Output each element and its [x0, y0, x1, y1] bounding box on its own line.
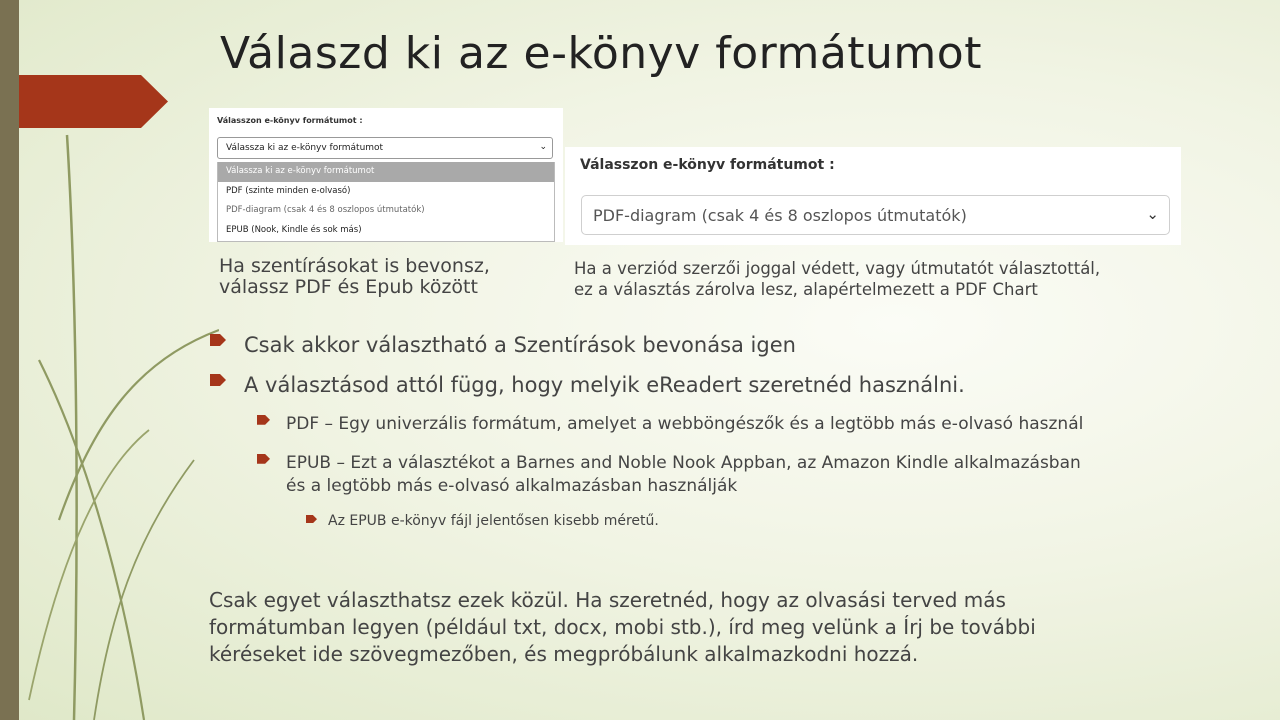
footer-paragraph: Csak egyet választhatsz ezek közül. Ha szeretnéd, hogy az olvasási terved más formátumban legyen (például txt, docx, mobi stb.), írd meg velünk a Írj be további kéréseket ide szövegmezőben, és megpróbálunk alkalmazkodni hozzá.: [209, 588, 1036, 666]
select-value: Válassza ki az e-könyv formátumot: [226, 143, 384, 153]
arrow-bullet-icon: [257, 454, 270, 464]
dropdown-options: [217, 162, 555, 242]
arrow-bullet-icon: [210, 334, 226, 346]
left-accent-bar: [0, 0, 19, 720]
arrow-bullet-icon: [210, 374, 226, 386]
format-select[interactable]: [217, 137, 553, 159]
dropdown-label: Válasszon e-könyv formátumot :: [217, 116, 363, 125]
caption-right: Ha a verziód szerzői joggal védett, vagy útmutatót választottál, ez a választás zárolva lesz, alapértelmezett a PDF Chart: [574, 259, 1101, 299]
dropdown-option[interactable]: EPUB (Nook, Kindle és sok más): [226, 224, 362, 235]
sub-bullet-item: PDF – Egy univerzális formátum, amelyet a webböngészők és a legtöbb más e-olvasó használ: [286, 413, 1083, 436]
format-dropdown-screenshot-small: [209, 108, 563, 242]
arrow-bullet-icon: [306, 515, 317, 523]
sub-bullet-item: EPUB – Ezt a választékot a Barnes and Noble Nook Appban, az Amazon Kindle alkalmazásban és a legtöbb más e-olvasó alkalmazásban használják: [286, 452, 1081, 498]
bullet-item: A választásod attól függ, hogy melyik eReadert szeretnéd használni.: [244, 373, 965, 397]
format-dropdown-screenshot-large: [565, 147, 1181, 245]
dropdown-option[interactable]: PDF-diagram (csak 4 és 8 oszlopos útmutatók): [226, 205, 425, 215]
chevron-down-icon: ⌄: [1146, 205, 1159, 223]
bullet-item: Csak akkor választható a Szentírások bevonása igen: [244, 333, 796, 357]
arrow-bullet-icon: [257, 415, 270, 425]
format-select[interactable]: [581, 195, 1170, 235]
sub-sub-bullet-item: Az EPUB e-könyv fájl jelentősen kisebb méretű.: [328, 513, 659, 529]
select-value: PDF-diagram (csak 4 és 8 oszlopos útmutatók): [593, 206, 967, 225]
dropdown-option[interactable]: Válassza ki az e-könyv formátumot: [218, 162, 554, 182]
chevron-down-icon: ⌄: [539, 142, 547, 152]
decorative-stems: [19, 0, 219, 720]
dropdown-option[interactable]: PDF (szinte minden e-olvasó): [226, 185, 351, 196]
dropdown-label: Válasszon e-könyv formátumot :: [580, 157, 835, 173]
caption-left: Ha szentírásokat is bevonsz, válassz PDF és Epub között: [219, 255, 490, 298]
slide-title: Válaszd ki az e-könyv formátumot: [220, 28, 982, 79]
